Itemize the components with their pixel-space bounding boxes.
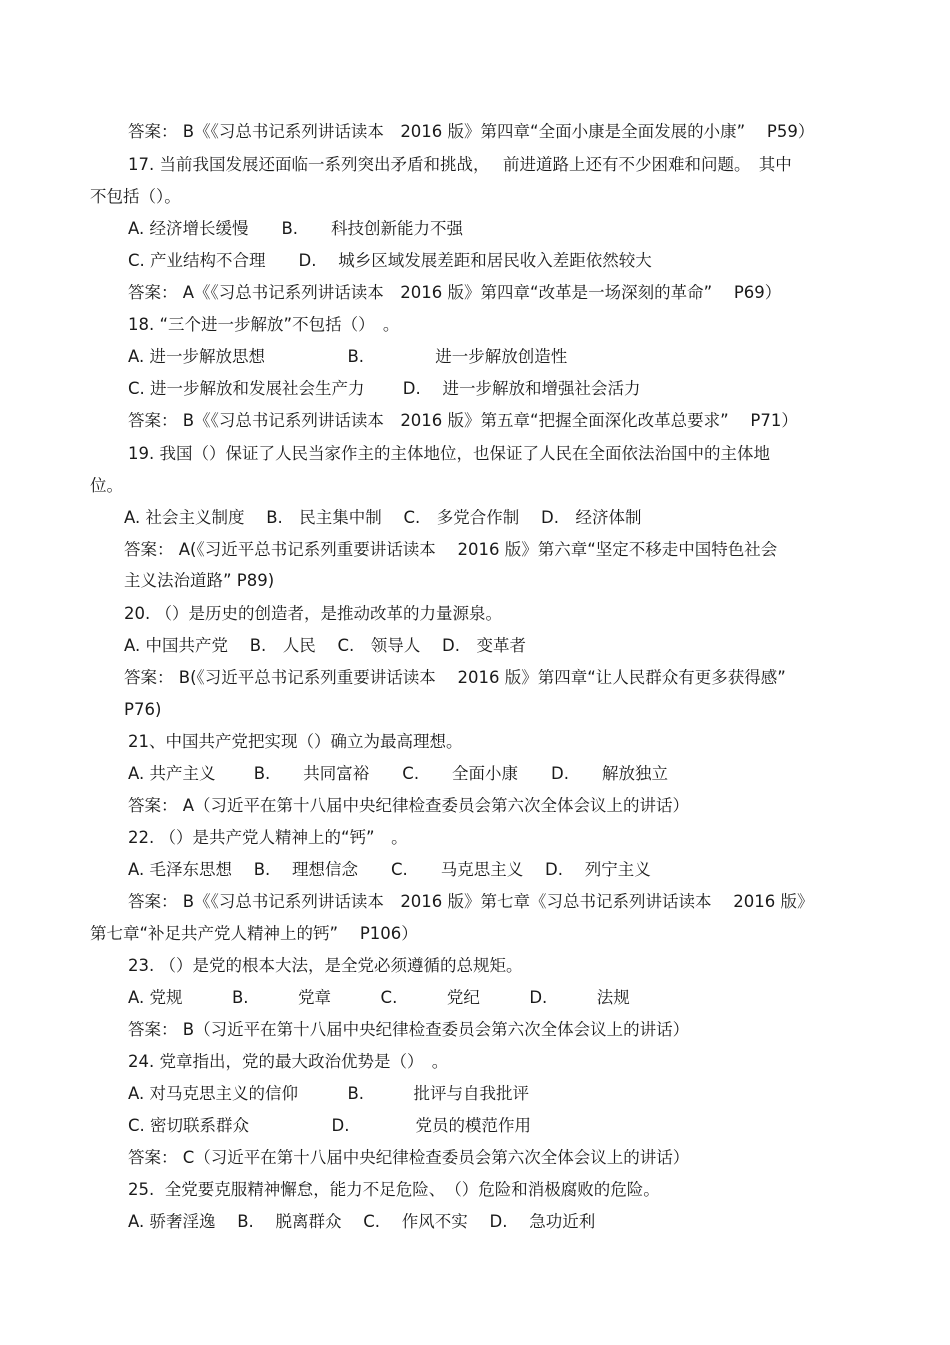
answer-16: 答案： B《《习总书记系列讲话读本 2016 版》第四章“全面小康是全面发展的小康” P59）: [128, 122, 815, 141]
question-24: 24. 党章指出，党的最大政治优势是（） 。: [128, 1052, 449, 1071]
options-17-ab: A. 经济增长缓慢 B. 科技创新能力不强: [128, 219, 464, 238]
answer-20-cont: P76): [124, 700, 162, 719]
question-20: 20. （）是历史的创造者，是推动改革的力量源泉。: [124, 604, 502, 623]
question-19: 19. 我国（）保证了人民当家作主的主体地位，也保证了人民在全面依法治国中的主体地: [128, 444, 770, 463]
answer-22: 答案： B《《习总书记系列讲话读本 2016 版》第七章《习总书记系列讲话读本 2016 版》: [128, 892, 814, 911]
options-25: A. 骄奢淫逸 B. 脱离群众 C. 作风不实 D. 急功近利: [128, 1212, 596, 1231]
answer-17: 答案： A《《习总书记系列讲话读本 2016 版》第四章“改革是一场深刻的革命” P69）: [128, 283, 782, 302]
options-17-cd: C. 产业结构不合理 D. 城乡区域发展差距和居民收入差距依然较大: [128, 251, 652, 270]
question-19-cont: 位。: [90, 476, 123, 495]
answer-20: 答案： B(《习近平总书记系列重要讲话读本 2016 版》第四章“让人民群众有更多获得感”: [124, 668, 786, 687]
answer-21: 答案： A（习近平在第十八届中央纪律检查委员会第六次全体会议上的讲话）: [128, 796, 690, 815]
question-17-cont: 不包括（）。: [90, 187, 181, 206]
answer-24: 答案： C（习近平在第十八届中央纪律检查委员会第六次全体会议上的讲话）: [128, 1148, 690, 1167]
answer-19-cont: 主义法治道路” P89): [124, 571, 275, 590]
answer-23: 答案： B（习近平在第十八届中央纪律检查委员会第六次全体会议上的讲话）: [128, 1020, 690, 1039]
options-18-ab: A. 进一步解放思想 B. 进一步解放创造性: [128, 347, 568, 366]
options-24-cd: C. 密切联系群众 D. 党员的模范作用: [128, 1116, 531, 1135]
options-19: A. 社会主义制度 B. 民主集中制 C. 多党合作制 D. 经济体制: [124, 508, 642, 527]
options-24-ab: A. 对马克思主义的信仰 B. 批评与自我批评: [128, 1084, 530, 1103]
question-18: 18. “三个进一步解放”不包括（） 。: [128, 315, 400, 334]
question-25: 25. 全党要克服精神懈怠，能力不足危险、 （）危险和消极腐败的危险。: [128, 1180, 660, 1199]
question-17: 17. 当前我国发展还面临一系列突出矛盾和挑战， 前进道路上还有不少困难和问题。 其中: [128, 155, 792, 174]
answer-22-cont: 第七章“补足共产党人精神上的钙” P106）: [90, 924, 418, 943]
options-23: A. 党规 B. 党章 C. 党纪 D. 法规: [128, 988, 630, 1007]
answer-19: 答案： A(《习近平总书记系列重要讲话读本 2016 版》第六章“坚定不移走中国特色社会: [124, 540, 778, 559]
question-23: 23. （）是党的根本大法，是全党必须遵循的总规矩。: [128, 956, 523, 975]
options-18-cd: C. 进一步解放和发展社会生产力 D. 进一步解放和增强社会活力: [128, 379, 641, 398]
question-22: 22. （）是共产党人精神上的“钙” 。: [128, 828, 408, 847]
answer-18: 答案： B《《习总书记系列讲话读本 2016 版》第五章“把握全面深化改革总要求” P71）: [128, 411, 798, 430]
options-20: A. 中国共产党 B. 人民 C. 领导人 D. 变革者: [124, 636, 527, 655]
question-21: 21、中国共产党把实现（）确立为最高理想。: [128, 732, 463, 751]
options-21: A. 共产主义 B. 共同富裕 C. 全面小康 D. 解放独立: [128, 764, 669, 783]
options-22: A. 毛泽东思想 B. 理想信念 C. 马克思主义 D. 列宁主义: [128, 860, 651, 879]
